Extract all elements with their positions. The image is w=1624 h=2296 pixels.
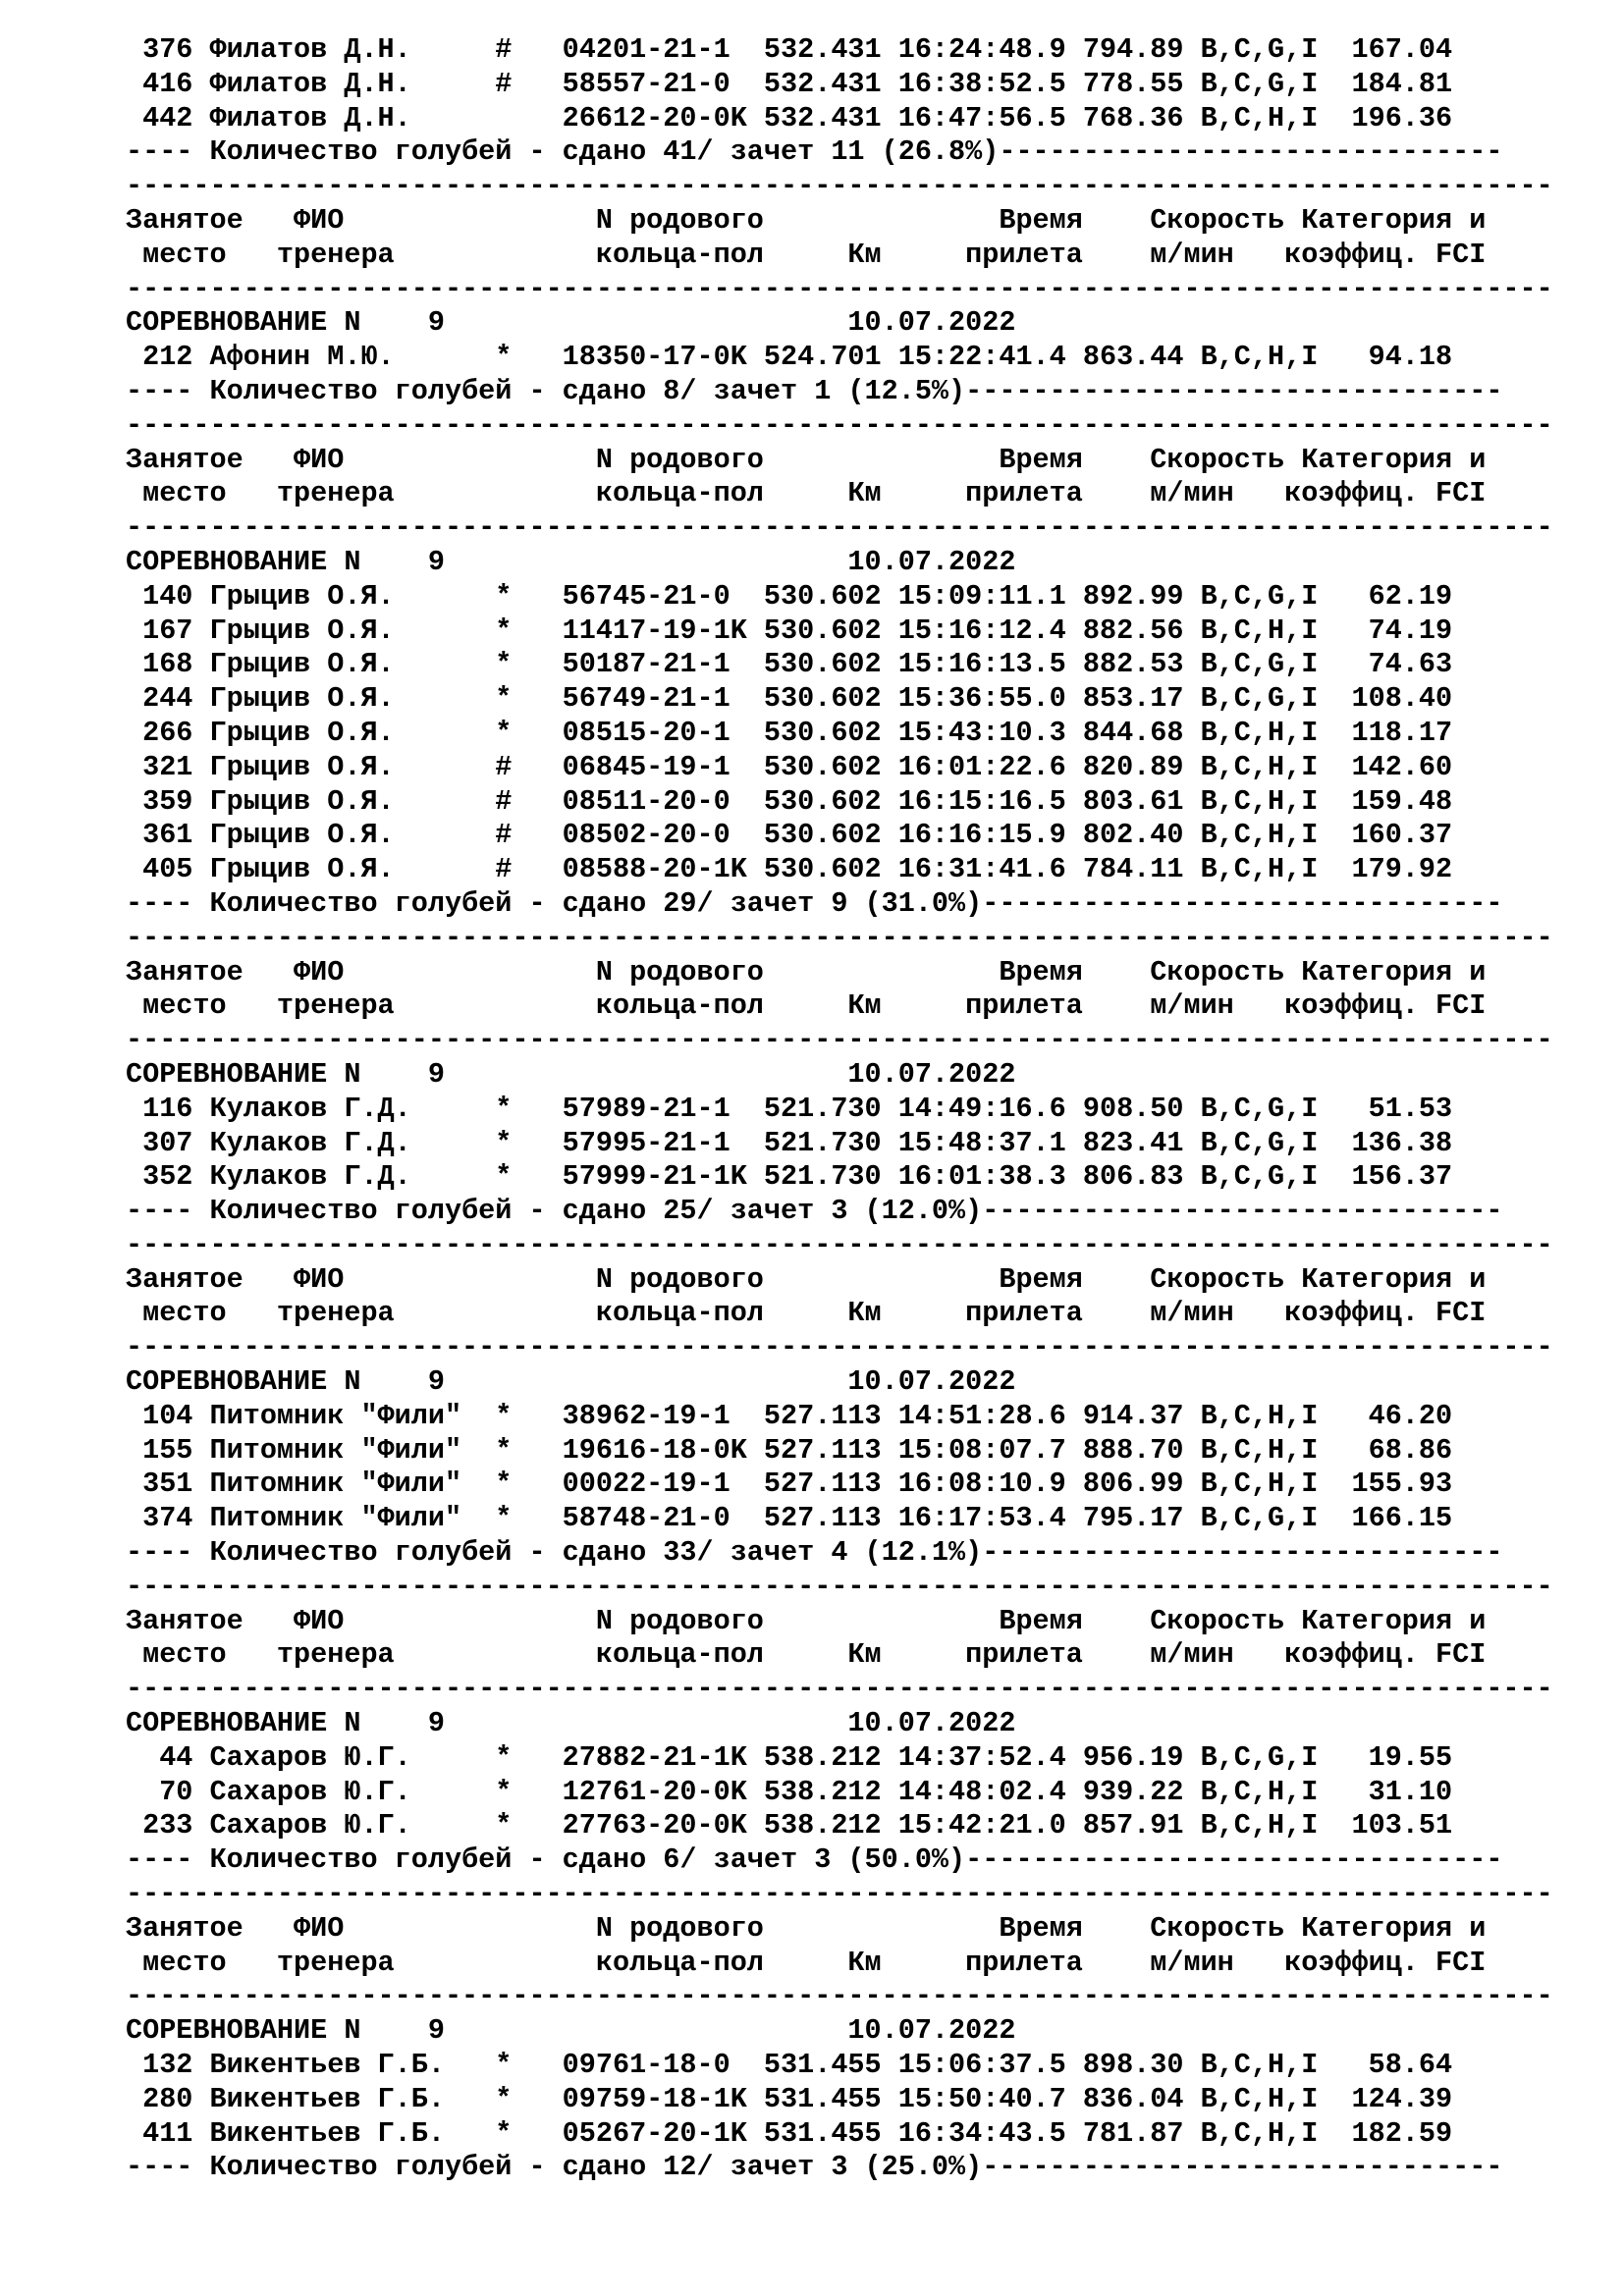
competition-title: СОРЕВНОВАНИЕ N 9 10.07.2022	[126, 1365, 1016, 1399]
result-row: 352 Кулаков Г.Д. * 57999-21-1K 521.730 16:01:38.3 806.83 B,C,G,I 156.37	[126, 1160, 1453, 1194]
result-row: 307 Кулаков Г.Д. * 57995-21-1 521.730 15:48:37.1 823.41 B,C,G,I 136.38	[126, 1126, 1453, 1159]
column-header: Занятое ФИО N родового Время Скорость Категория и	[126, 203, 1487, 237]
result-row: 140 Грыцив О.Я. * 56745-21-0 530.602 15:09:11.1 892.99 B,C,G,I 62.19	[126, 579, 1453, 613]
column-header: Занятое ФИО N родового Время Скорость Категория и	[126, 1262, 1487, 1296]
result-row: 416 Филатов Д.Н. # 58557-21-0 532.431 16:38:52.5 778.55 B,C,G,I 184.81	[126, 67, 1453, 100]
competition-title: СОРЕВНОВАНИЕ N 9 10.07.2022	[126, 2014, 1016, 2048]
result-row: 44 Сахаров Ю.Г. * 27882-21-1K 538.212 14:37:52.4 956.19 B,C,G,I 19.55	[126, 1740, 1453, 1774]
section-summary: ---- Количество голубей - сдано 6/ зачет 3 (50.0%)--------------------------------	[126, 1843, 1503, 1877]
separator: -------------------------------------------------------------------------------------	[126, 408, 1553, 442]
section-summary: ---- Количество голубей - сдано 29/ зачет 9 (31.0%)-------------------------------	[126, 886, 1503, 920]
result-row: 376 Филатов Д.Н. # 04201-21-1 532.431 16:24:48.9 794.89 B,C,G,I 167.04	[126, 33, 1453, 66]
column-header: место тренера кольца-пол Км прилета м/мин коэффиц. FCI	[126, 238, 1487, 271]
separator: -------------------------------------------------------------------------------------	[126, 921, 1553, 954]
result-row: 351 Питомник "Фили" * 00022-19-1 527.113 16:08:10.9 806.99 B,C,H,I 155.93	[126, 1468, 1453, 1501]
section-summary: ---- Количество голубей - сдано 12/ зачет 3 (25.0%)-------------------------------	[126, 2151, 1503, 2184]
result-row: 116 Кулаков Г.Д. * 57989-21-1 521.730 14:49:16.6 908.50 B,C,G,I 51.53	[126, 1092, 1453, 1125]
section-summary: ---- Количество голубей - сдано 33/ зачет 4 (12.1%)-------------------------------	[126, 1536, 1503, 1570]
separator: -------------------------------------------------------------------------------------	[126, 1228, 1553, 1261]
result-row: 442 Филатов Д.Н. 26612-20-0K 532.431 16:47:56.5 768.36 B,C,H,I 196.36	[126, 101, 1453, 134]
result-row: 70 Сахаров Ю.Г. * 12761-20-0K 538.212 14:48:02.4 939.22 B,C,H,I 31.10	[126, 1775, 1453, 1808]
section-summary: ---- Количество голубей - сдано 8/ зачет 1 (12.5%)--------------------------------	[126, 374, 1503, 407]
result-row: 405 Грыцив О.Я. # 08588-20-1K 530.602 16:31:41.6 784.11 B,C,H,I 179.92	[126, 853, 1453, 886]
competition-title: СОРЕВНОВАНИЕ N 9 10.07.2022	[126, 1707, 1016, 1740]
separator: -------------------------------------------------------------------------------------	[126, 1331, 1553, 1364]
column-header: Занятое ФИО N родового Время Скорость Категория и	[126, 1911, 1487, 1945]
result-row: 212 Афонин М.Ю. * 18350-17-0K 524.701 15:22:41.4 863.44 B,C,H,I 94.18	[126, 341, 1453, 374]
result-row: 168 Грыцив О.Я. * 50187-21-1 530.602 15:16:13.5 882.53 B,C,G,I 74.63	[126, 648, 1453, 681]
result-row: 266 Грыцив О.Я. * 08515-20-1 530.602 15:43:10.3 844.68 B,C,H,I 118.17	[126, 716, 1453, 749]
result-row: 132 Викентьев Г.Б. * 09761-18-0 531.455 15:06:37.5 898.30 B,C,H,I 58.64	[126, 2049, 1453, 2082]
result-row: 167 Грыцив О.Я. * 11417-19-1K 530.602 15:16:12.4 882.56 B,C,H,I 74.19	[126, 614, 1453, 647]
separator: -------------------------------------------------------------------------------------	[126, 1980, 1553, 2013]
separator: -------------------------------------------------------------------------------------	[126, 1024, 1553, 1057]
result-row: 361 Грыцив О.Я. # 08502-20-0 530.602 16:16:15.9 802.40 B,C,H,I 160.37	[126, 819, 1453, 852]
separator: -------------------------------------------------------------------------------------	[126, 1673, 1553, 1706]
result-row: 155 Питомник "Фили" * 19616-18-0K 527.113 15:08:07.7 888.70 B,C,H,I 68.86	[126, 1433, 1453, 1467]
result-row: 233 Сахаров Ю.Г. * 27763-20-0K 538.212 15:42:21.0 857.91 B,C,H,I 103.51	[126, 1809, 1453, 1842]
result-row: 359 Грыцив О.Я. # 08511-20-0 530.602 16:15:16.5 803.61 B,C,H,I 159.48	[126, 784, 1453, 818]
column-header: место тренера кольца-пол Км прилета м/мин коэффиц. FCI	[126, 1297, 1487, 1330]
competition-title: СОРЕВНОВАНИЕ N 9 10.07.2022	[126, 545, 1016, 578]
column-header: место тренера кольца-пол Км прилета м/мин коэффиц. FCI	[126, 1638, 1487, 1672]
section-summary: ---- Количество голубей - сдано 41/ зачет 11 (26.8%)------------------------------	[126, 135, 1503, 169]
separator: -------------------------------------------------------------------------------------	[126, 1878, 1553, 1911]
column-header: Занятое ФИО N родового Время Скорость Категория и	[126, 955, 1487, 988]
separator: -------------------------------------------------------------------------------------	[126, 1570, 1553, 1603]
results-printout	[126, 33, 1598, 2185]
result-row: 244 Грыцив О.Я. * 56749-21-1 530.602 15:36:55.0 853.17 B,C,G,I 108.40	[126, 682, 1453, 716]
result-row: 280 Викентьев Г.Б. * 09759-18-1K 531.455 15:50:40.7 836.04 B,C,H,I 124.39	[126, 2082, 1453, 2115]
separator: -------------------------------------------------------------------------------------	[126, 272, 1553, 305]
result-row: 374 Питомник "Фили" * 58748-21-0 527.113 16:17:53.4 795.17 B,C,G,I 166.15	[126, 1502, 1453, 1535]
column-header: Занятое ФИО N родового Время Скорость Категория и	[126, 443, 1487, 476]
column-header: место тренера кольца-пол Км прилета м/мин коэффиц. FCI	[126, 1946, 1487, 1979]
column-header: место тренера кольца-пол Км прилета м/мин коэффиц. FCI	[126, 477, 1487, 510]
separator: -------------------------------------------------------------------------------------	[126, 170, 1553, 203]
column-header: Занятое ФИО N родового Время Скорость Категория и	[126, 1604, 1487, 1637]
separator: -------------------------------------------------------------------------------------	[126, 511, 1553, 545]
result-row: 411 Викентьев Г.Б. * 05267-20-1K 531.455 16:34:43.5 781.87 B,C,H,I 182.59	[126, 2116, 1453, 2150]
competition-title: СОРЕВНОВАНИЕ N 9 10.07.2022	[126, 306, 1016, 340]
result-row: 104 Питомник "Фили" * 38962-19-1 527.113 14:51:28.6 914.37 B,C,H,I 46.20	[126, 1399, 1453, 1432]
competition-title: СОРЕВНОВАНИЕ N 9 10.07.2022	[126, 1057, 1016, 1091]
result-row: 321 Грыцив О.Я. # 06845-19-1 530.602 16:01:22.6 820.89 B,C,H,I 142.60	[126, 750, 1453, 783]
column-header: место тренера кольца-пол Км прилета м/мин коэффиц. FCI	[126, 989, 1487, 1023]
section-summary: ---- Количество голубей - сдано 25/ зачет 3 (12.0%)-------------------------------	[126, 1195, 1503, 1228]
